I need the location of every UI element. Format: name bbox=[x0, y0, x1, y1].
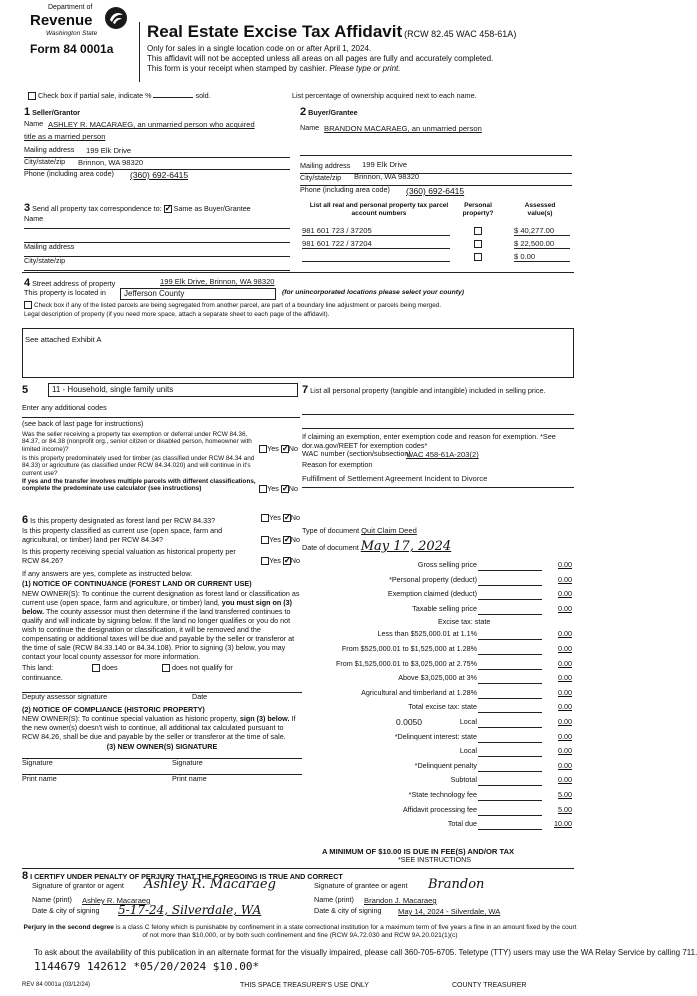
calc-leader-line bbox=[478, 599, 542, 600]
section6 bbox=[22, 514, 302, 786]
q-forest-answer: Yes ✓ No bbox=[261, 514, 300, 523]
calc-value[interactable]: 0.00 bbox=[558, 702, 572, 712]
seller-name-value-2[interactable]: title as a married person bbox=[24, 132, 106, 142]
wac-row: WAC number (section/subsection) WAC 458-61A-203(2) bbox=[302, 449, 479, 460]
county-select[interactable]: Jefferson County bbox=[120, 288, 276, 300]
section7 bbox=[302, 384, 574, 488]
calc-label: Affidavit processing fee bbox=[402, 804, 477, 814]
dept-logo bbox=[30, 4, 130, 64]
legal-label: Legal description of property (if you need more space, attach a separate sheet to each page of the affidavit). bbox=[24, 311, 330, 318]
grantee-date[interactable]: May 14, 2024 - Silverdale, WA bbox=[398, 907, 501, 916]
certify-row: 8 I CERTIFY UNDER PENALTY OF PERJURY THAT THE FOREGOING IS TRUE AND CORRECT bbox=[22, 868, 574, 883]
grantee-name-row: Name (print) Brandon J. Macaraeg bbox=[314, 895, 437, 905]
calc-value[interactable]: 5.00 bbox=[558, 790, 572, 799]
seller-mailing-row: Mailing address 199 Elk Drive bbox=[24, 146, 290, 158]
section-divider bbox=[22, 272, 574, 273]
calc-row bbox=[300, 590, 572, 602]
legal-description: See attached Exhibit A bbox=[25, 335, 102, 344]
calc-value[interactable]: 0.00 bbox=[558, 775, 572, 785]
does-checkbox[interactable] bbox=[92, 664, 100, 672]
calc-value[interactable]: 0.00 bbox=[558, 673, 572, 683]
dept-line2: Revenue bbox=[30, 12, 93, 29]
calc-leader-line bbox=[478, 829, 542, 830]
deputy-row: Deputy assessor signature Date bbox=[22, 692, 302, 706]
perjury-note: Perjury in the second degree is a class C felony which is punishable by confinement in a state correctional institution for a maximum term of five years a fine in an amount fixed by the court of not more than $10,000, or by both such confinement and fine (RCW 9A.72.030 and RCW 9A.20.021(1)(c) bbox=[23, 924, 577, 939]
compliance-title: (2) NOTICE OF COMPLIANCE (HISTORIC PROPERTY) bbox=[22, 704, 205, 714]
reason-value[interactable]: Fulfillment of Settlement Agreement Incident to Divorce bbox=[302, 474, 574, 488]
calc-leader-line bbox=[478, 614, 542, 615]
use-code-select[interactable]: 11 - Household, single family units bbox=[48, 383, 298, 397]
personal-property-line1[interactable] bbox=[302, 401, 574, 415]
doc-type-row: Type of document Quit Claim Deed bbox=[302, 526, 417, 535]
parcel-number[interactable]: 981 601 722 / 37204 bbox=[302, 239, 450, 249]
partial-sale-percent-field[interactable] bbox=[153, 97, 193, 98]
q-current-use: Is this property classified as current use (open space, farm and agricultural, or timber) land per RCW 84.34? Yes ✓ No bbox=[22, 527, 302, 544]
continuance-title: (1) NOTICE OF CONTINUANCE (FOREST LAND OR CURRENT USE) bbox=[22, 579, 252, 589]
parcel-number[interactable]: 981 601 723 / 37205 bbox=[302, 226, 450, 236]
seller-phone-row: Phone (including area code) (360) 692-6415 bbox=[24, 169, 189, 181]
unincorporated-note: (for unincorporated locations please select your county) bbox=[282, 289, 465, 296]
seller-name-value[interactable]: ASHLEY R. MACARAEG, an unmarried person who acquired bbox=[48, 120, 255, 130]
grantor-signature-row: Signature of grantor or agent Ashley R. Macaraeg bbox=[32, 877, 276, 892]
doc-type-value[interactable]: Quit Claim Deed bbox=[361, 526, 417, 535]
form-rcw: (RCW 82.45 WAC 458-61A) bbox=[404, 29, 517, 39]
buyer-mailing-value[interactable]: 199 Elk Drive bbox=[362, 160, 408, 170]
grantor-signature[interactable]: Ashley R. Macaraeg bbox=[144, 877, 276, 892]
calc-row bbox=[300, 733, 572, 745]
buyer-phone-value[interactable]: (360) 692-6415 bbox=[406, 186, 465, 197]
does-not-checkbox[interactable] bbox=[162, 664, 170, 672]
personal-property-checkbox[interactable] bbox=[474, 253, 482, 261]
calc-value[interactable]: 0.00 bbox=[558, 687, 572, 697]
calc-value[interactable]: 10.00 bbox=[554, 819, 572, 829]
calc-label: Above $3,025,000 at 3% bbox=[398, 673, 477, 683]
wac-value[interactable]: WAC 458-61A-203(2) bbox=[406, 450, 479, 460]
grantee-signature-block bbox=[314, 877, 574, 921]
q2-no-checkbox[interactable] bbox=[281, 485, 289, 493]
calc-label: Less than $525,000.01 at 1.1% bbox=[377, 629, 477, 639]
q-timber: Is this property predominately used for timber (as classified under RCW 84.34 and 84.33) or agriculture (as classified under RCW 84.34.020) and will continue in it's current use? If yes and the transfer involves multiple parcels with different classifications, complete the predominate use calculator (see instructions) Yes ✓ No bbox=[22, 455, 300, 493]
revision-number: REV 84 0001a (03/12/24) bbox=[22, 982, 91, 988]
historic-no-checkbox[interactable] bbox=[283, 557, 291, 565]
parcel-row bbox=[300, 226, 572, 239]
subtitle-line2: This affidavit will not be accepted unless all areas on all pages are fully and accurately completed. bbox=[147, 54, 494, 63]
parcel-number[interactable] bbox=[302, 252, 450, 262]
calc-row bbox=[300, 576, 572, 588]
doc-date-value[interactable]: May 17, 2024 bbox=[360, 539, 452, 554]
header-divider bbox=[139, 22, 140, 82]
continuance-text: NEW OWNER(S): To continue the current designation as forest land or classification as current use (open space, farm and agriculture, or timber) land, you must sign on (3) below. The county assessor must then determine if the land transferred continues to qualify and will indicate by signing below. If the land no longer qualifies or you do not wish to continue the designation or classification, it will be removed and the compensating or additional taxes will be due and payable by the seller or transferor at the time of sale (RCW 84.33.140 or 84.34.108). Prior to signing (3) below, you may contact your local county assessor for more information. bbox=[22, 588, 300, 661]
grantor-name-row: Name (print) Ashley R. Macaraeg bbox=[32, 895, 151, 905]
q1-no-checkbox[interactable] bbox=[281, 445, 289, 453]
partial-sale-sold: sold. bbox=[195, 91, 211, 100]
exemption-label: If claiming an exemption, enter exemption code and reason for exemption. *See dor.wa.gov/REET for exemption codes* bbox=[302, 432, 556, 450]
q-historic-answer: Yes ✓ No bbox=[261, 557, 300, 566]
calc-value[interactable]: 0.00 bbox=[558, 658, 572, 668]
excise-state-header: Excise tax: state bbox=[438, 617, 491, 627]
calc-row bbox=[300, 561, 572, 573]
buyer-city-value[interactable]: Brinnon, WA 98320 bbox=[354, 172, 420, 182]
calc-row bbox=[300, 776, 572, 788]
seller-mailing-value[interactable]: 199 Elk Drive bbox=[86, 146, 132, 156]
cashier-receipt-stamp: 1144679 142612 *05/20/2024 $10.00* bbox=[34, 960, 260, 973]
same-as-buyer-checkbox[interactable] bbox=[164, 205, 172, 213]
calc-label: Local bbox=[459, 717, 477, 726]
form-title: Real Estate Excise Tax Affidavit bbox=[147, 22, 403, 41]
assessed-value[interactable]: $ 0.00 bbox=[514, 252, 570, 262]
see-instructions: *SEE INSTRUCTIONS bbox=[398, 855, 472, 864]
calc-label: Exemption claimed (deduct) bbox=[387, 589, 477, 599]
calc-leader-line bbox=[478, 669, 542, 670]
calc-leader-line bbox=[478, 815, 542, 816]
calc-value[interactable]: 0.00 bbox=[558, 746, 572, 756]
partial-sale-checkbox[interactable] bbox=[28, 92, 36, 100]
calc-value[interactable]: 0.00 bbox=[558, 589, 572, 599]
calc-row bbox=[300, 630, 572, 642]
historic-yes-checkbox[interactable] bbox=[261, 557, 269, 565]
seller-city-value[interactable]: Brinnon, WA 98320 bbox=[78, 158, 144, 168]
current-use-yes-checkbox[interactable] bbox=[261, 536, 269, 544]
minimum-due: A MINIMUM OF $10.00 IS DUE IN FEE(S) AND/OR TAX bbox=[322, 847, 515, 856]
calc-row bbox=[300, 703, 572, 715]
correspondence-blank-row[interactable] bbox=[24, 229, 290, 243]
q-forest: 6 Is this property designated as forest land per RCW 84.33? Yes ✓ No bbox=[22, 514, 302, 525]
calc-label: From $1,525,000.01 to $3,025,000 at 2.75% bbox=[335, 658, 477, 668]
legal-description-box[interactable] bbox=[22, 328, 574, 378]
calc-label: *Delinquent interest: state bbox=[394, 731, 477, 741]
calc-label: Taxable selling price bbox=[412, 603, 477, 613]
seller-heading: 1 Seller/Grantor bbox=[24, 106, 81, 118]
calc-leader-line bbox=[478, 785, 542, 786]
calc-leader-line bbox=[478, 712, 542, 713]
street-value[interactable]: 199 Elk Drive, Brinnon, WA 98320 bbox=[160, 277, 275, 286]
form-title-block bbox=[147, 22, 587, 42]
subtitle-line1: Only for sales in a single location code on or after April 1, 2024. bbox=[147, 44, 372, 53]
q-exemption: Was the seller receiving a property tax exemption or deferral under RCW 84.36, 84.37, or 84.38 (nonprofit org., senior citizen or disabled person, homeowner with limited income)? Yes ✓ No bbox=[22, 431, 300, 454]
forest-no-checkbox[interactable] bbox=[283, 514, 291, 522]
assessed-value[interactable]: $ 22,500.00 bbox=[514, 239, 570, 249]
parcel-header-list: List all real and personal property tax parcel account numbers bbox=[309, 202, 449, 217]
seller-phone-value[interactable]: (360) 692-6415 bbox=[130, 170, 189, 181]
calc-row bbox=[300, 605, 572, 617]
parcel-header-assessed: Assessed value(s) bbox=[524, 202, 556, 217]
q2-answer: Yes ✓ No bbox=[259, 485, 298, 494]
personal-property-line2[interactable] bbox=[302, 415, 574, 429]
correspondence-mailing-row[interactable]: Mailing address bbox=[24, 243, 290, 257]
owner-print-row[interactable]: Print name Print name bbox=[22, 774, 302, 786]
calc-value[interactable]: 0.00 bbox=[558, 629, 572, 639]
grantee-name[interactable]: Brandon J. Macaraeg bbox=[364, 896, 437, 905]
segregated-row: Check box if any of the listed parcels are being segregated from another parcel, are part of a boundary line adjustment or parcels being merged. bbox=[24, 301, 574, 311]
this-land-row: This land: does does not qualify for continuance. bbox=[22, 662, 233, 682]
calc-leader-line bbox=[478, 756, 542, 757]
accessibility-note: To ask about the availability of this publication in an alternate format for the visually impaired, please call 360-705-6705. Teletype (TTY) users may use the WA Relay Service by calling 711. bbox=[34, 948, 697, 957]
buyer-name-row: Name BRANDON MACARAEG, an unmarried person bbox=[300, 123, 482, 134]
calc-value[interactable]: 0.00 bbox=[558, 644, 572, 653]
calc-row bbox=[300, 674, 572, 686]
correspondence-city-row[interactable]: City/state/zip bbox=[24, 257, 290, 271]
calc-row bbox=[300, 762, 572, 774]
property-section bbox=[24, 277, 574, 319]
calc-row bbox=[300, 689, 572, 701]
calc-label: Agricultural and timberland at 1.28% bbox=[361, 687, 477, 697]
calc-row bbox=[300, 820, 572, 832]
q1-answer: Yes ✓ No bbox=[259, 445, 298, 454]
reason-label: Reason for exemption bbox=[302, 460, 373, 470]
grantor-name[interactable]: Ashley R. Macaraeg bbox=[82, 896, 151, 905]
q1-yes-checkbox[interactable] bbox=[259, 445, 267, 453]
owner-signature-row[interactable]: Signature Signature bbox=[22, 758, 302, 774]
correspondence-heading: 3 Send all property tax correspondence to: ✓ Same as Buyer/Grantee bbox=[24, 202, 290, 215]
calc-label: From $525,000.01 to $1,525,000 at 1.28% bbox=[341, 644, 477, 653]
calc-leader-line bbox=[478, 654, 542, 655]
q-historic: Is this property receiving special valuation as historical property per RCW 84.26? Yes ✓ No bbox=[22, 548, 302, 565]
buyer-heading: 2 Buyer/Grantee bbox=[300, 106, 358, 118]
segregated-checkbox[interactable] bbox=[24, 301, 32, 309]
buyer-name-line2[interactable] bbox=[300, 136, 572, 156]
calc-label: *Personal property (deduct) bbox=[389, 574, 477, 584]
calc-leader-line bbox=[478, 698, 542, 699]
calc-label: *Delinquent penalty bbox=[414, 760, 477, 770]
calc-value[interactable]: 0.00 bbox=[558, 760, 572, 770]
parcel-header-personal: Personal property? bbox=[462, 202, 494, 217]
dept-line1: Department of bbox=[48, 4, 93, 11]
buyer-section bbox=[300, 106, 572, 198]
calc-label: Subtotal bbox=[450, 775, 477, 785]
calc-value[interactable]: 0.00 bbox=[558, 603, 572, 613]
grantor-signature-block bbox=[32, 877, 302, 921]
calc-label: *State technology fee bbox=[408, 790, 477, 799]
additional-codes-row[interactable]: Enter any additional codes bbox=[22, 404, 300, 418]
calc-value[interactable]: 0.00 bbox=[558, 560, 572, 569]
doc-date-row: Date of document May 17, 2024 bbox=[302, 539, 452, 554]
list-percent-note: List percentage of ownership acquired next to each name. bbox=[292, 91, 477, 100]
correspondence-section bbox=[24, 202, 290, 271]
calc-leader-line bbox=[478, 771, 542, 772]
current-use-no-checkbox[interactable] bbox=[283, 536, 291, 544]
calc-row bbox=[300, 747, 572, 759]
section5 bbox=[22, 384, 300, 493]
calc-value[interactable]: 5.00 bbox=[558, 804, 572, 814]
section7-heading: 7 List all personal property (tangible and intangible) included in selling price. bbox=[302, 384, 546, 396]
personal-property-checkbox[interactable] bbox=[474, 240, 482, 248]
subtitle-line3: This form is your receipt when stamped by cashier. Please type or print. bbox=[147, 64, 401, 73]
calc-leader-line bbox=[478, 800, 542, 801]
calc-row bbox=[300, 660, 572, 672]
calc-row bbox=[300, 791, 572, 803]
calc-row bbox=[300, 806, 572, 818]
grantor-date-row: Date & city of signing 5-17-24, Silverdale, WA bbox=[32, 903, 262, 917]
parcel-table-header bbox=[300, 202, 572, 226]
new-owner-signature-title: (3) NEW OWNER(S) SIGNATURE bbox=[106, 742, 218, 752]
street-row: 4 Street address of property 199 Elk Drive, Brinnon, WA 98320 bbox=[24, 277, 275, 289]
q2-yes-checkbox[interactable] bbox=[259, 485, 267, 493]
calc-value[interactable]: 0.00 bbox=[558, 574, 572, 584]
calc-row bbox=[300, 718, 572, 730]
dept-line3: Washington State bbox=[46, 30, 98, 37]
treasurer-use-only: THIS SPACE TREASURER'S USE ONLY bbox=[240, 982, 369, 989]
parcel-row bbox=[300, 252, 572, 265]
grantee-signature[interactable]: Brandon bbox=[428, 877, 485, 892]
assessed-value[interactable]: $ 40,277.00 bbox=[514, 226, 570, 236]
parcel-table bbox=[300, 202, 572, 265]
calc-label: Local bbox=[459, 746, 477, 756]
form-subtitle bbox=[147, 44, 587, 74]
seller-section bbox=[24, 106, 290, 182]
calc-leader-line bbox=[478, 683, 542, 684]
seller-city-row: City/state/zip Brinnon, WA 98320 bbox=[24, 158, 290, 170]
calc-label: Gross selling price bbox=[417, 560, 477, 569]
calc-leader-line bbox=[478, 585, 542, 586]
calc-leader-line bbox=[478, 570, 542, 571]
parcel-row bbox=[300, 239, 572, 252]
buyer-name-value[interactable]: BRANDON MACARAEG, an unmarried person bbox=[324, 124, 482, 134]
buyer-phone-row: Phone (including area code) (360) 692-6415 bbox=[300, 185, 465, 197]
calc-label: Total due bbox=[447, 819, 477, 829]
local-rate: 0.0050 bbox=[396, 717, 422, 727]
use-code-row: 5 11 - Household, single family units bbox=[22, 384, 300, 398]
seller-name-row: Name ASHLEY R. MACARAEG, an unmarried person who acquired bbox=[24, 119, 255, 130]
see-back-note: (see back of last page for instructions) bbox=[22, 419, 144, 428]
revenue-logo-icon bbox=[104, 6, 128, 30]
calc-leader-line bbox=[478, 742, 542, 743]
compliance-text: NEW OWNER(S): To continue special valuation as historic property, sign (3) below. If the new owner(s) doesn't wish to continue, all additional tax calculated pursuant to RCW 84.26, shall be due and payable by the seller or transferor at the time of sale. bbox=[22, 714, 296, 742]
partial-sale-label: Check box if partial sale, indicate % bbox=[38, 91, 152, 100]
correspondence-name-row[interactable]: Name bbox=[24, 215, 290, 229]
q-current-use-answer: Yes ✓ No bbox=[261, 536, 300, 545]
calc-label: Total excise tax: state bbox=[408, 702, 477, 712]
buyer-city-row: City/state/zip Brinnon, WA 98320 bbox=[300, 174, 572, 186]
buyer-mailing-row: Mailing address 199 Elk Drive bbox=[300, 162, 572, 174]
calc-value[interactable]: 0.00 bbox=[558, 717, 572, 726]
form-number: Form 84 0001a bbox=[30, 42, 114, 56]
county-row: This property is located in Jefferson County (for unincorporated locations please select your county) bbox=[24, 288, 465, 298]
forest-yes-checkbox[interactable] bbox=[261, 514, 269, 522]
calc-leader-line bbox=[478, 727, 542, 728]
personal-property-checkbox[interactable] bbox=[474, 227, 482, 235]
partial-sale-row bbox=[28, 92, 298, 101]
county-treasurer: COUNTY TREASURER bbox=[452, 982, 527, 989]
grantor-date[interactable]: 5-17-24, Silverdale, WA bbox=[118, 903, 262, 917]
calc-value[interactable]: 0.00 bbox=[558, 731, 572, 741]
calc-leader-line bbox=[478, 639, 542, 640]
grantee-date-row: Date & city of signing May 14, 2024 - Silverdale, WA bbox=[314, 906, 501, 916]
if-yes-note: If any answers are yes, complete as instructed below. bbox=[22, 568, 193, 578]
calc-row bbox=[300, 645, 572, 657]
grantee-signature-row: Signature of grantee or agent Brandon bbox=[314, 877, 485, 892]
